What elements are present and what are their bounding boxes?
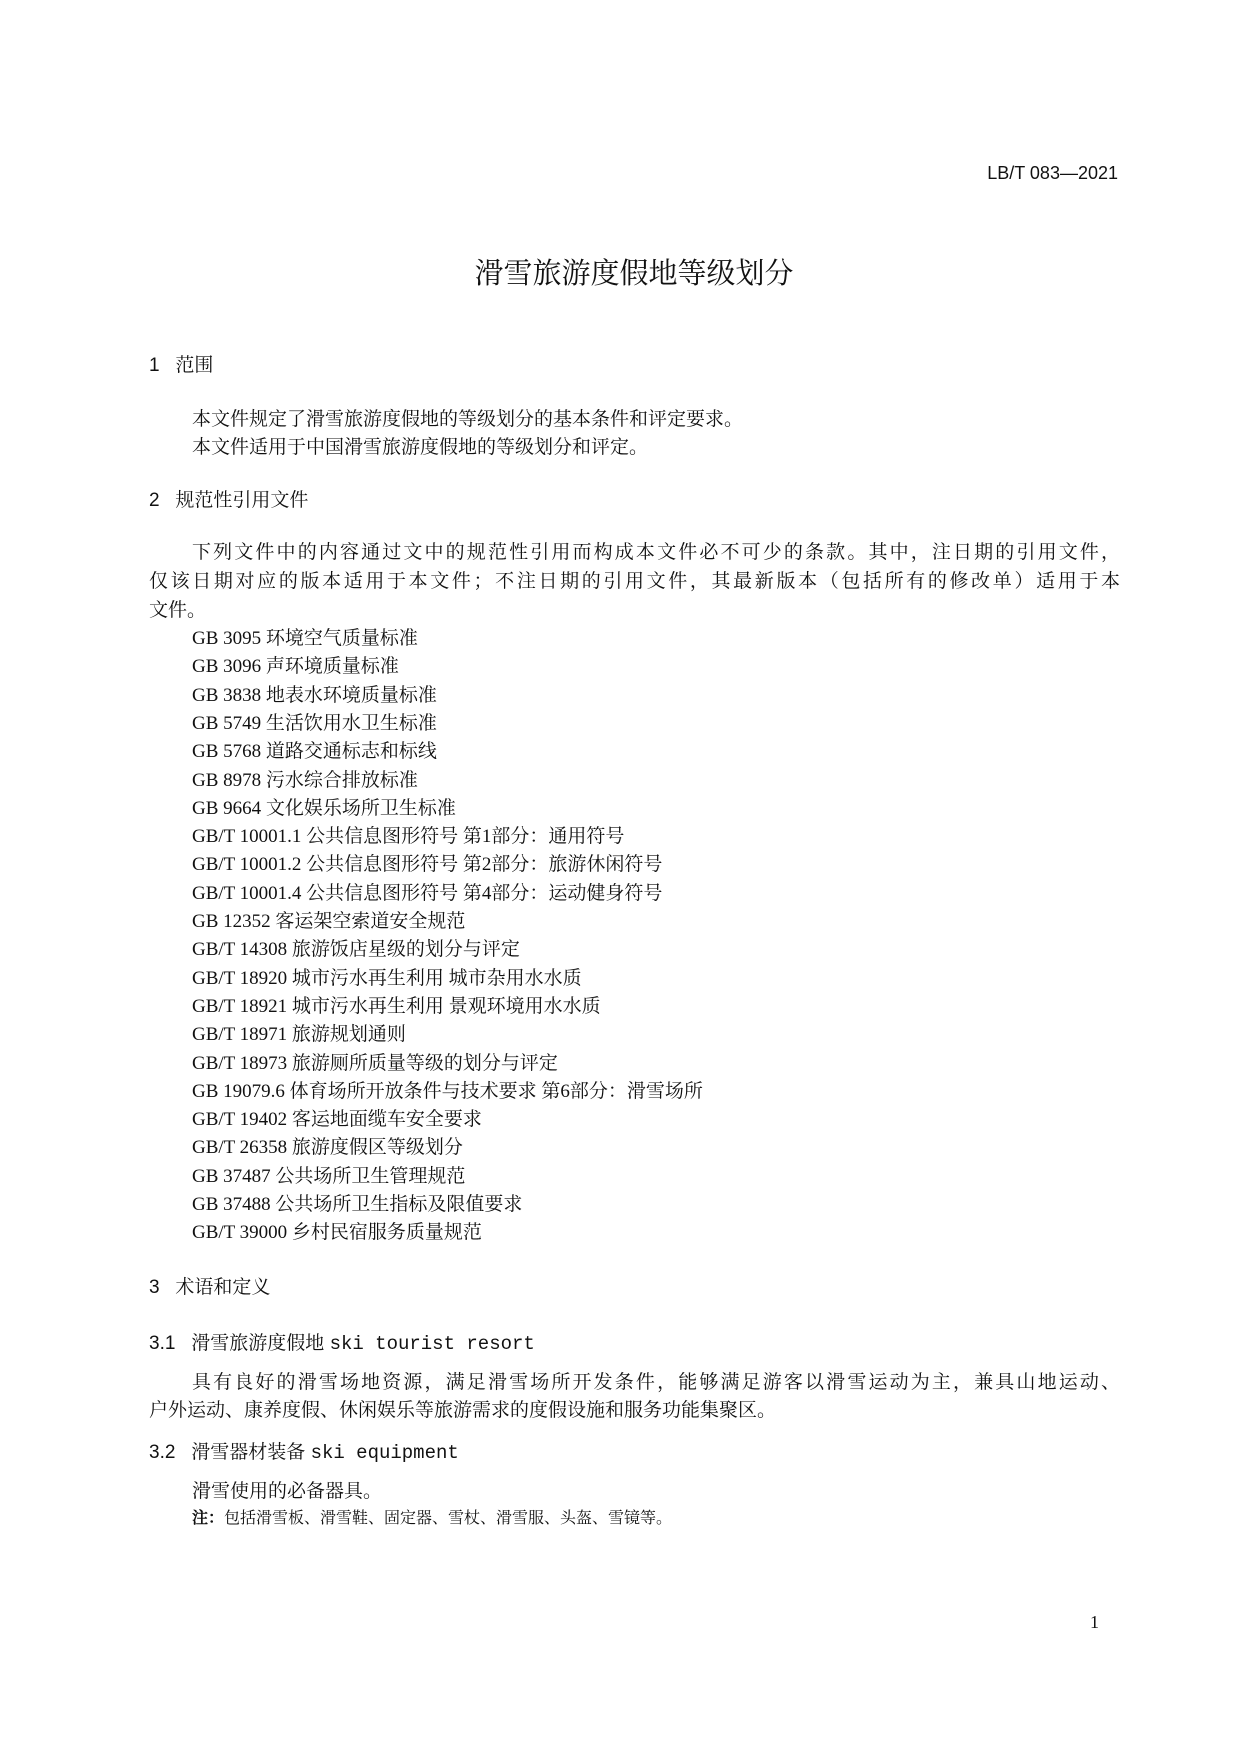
section-title: 规范性引用文件: [175, 490, 309, 511]
section-number: 2: [149, 490, 160, 511]
term-en: ski equipment: [310, 1442, 459, 1464]
document-code: LB/T 083—2021: [987, 163, 1118, 183]
reference-item: GB 3838 地表水环境质量标准: [192, 684, 437, 706]
section-1-heading: [149, 356, 213, 375]
reference-item: GB/T 18973 旅游厕所质量等级的划分与评定: [192, 1052, 558, 1074]
reference-item: GB/T 18971 旅游规划通则: [192, 1024, 406, 1046]
section-2-heading: [149, 491, 308, 510]
reference-item: GB/T 18920 城市污水再生利用 城市杂用水水质: [192, 967, 582, 989]
note: [192, 1511, 672, 1527]
term-3-1-heading: [149, 1334, 535, 1354]
reference-item: GB 19079.6 体育场所开放条件与技术要求 第6部分：滑雪场所: [192, 1080, 703, 1102]
section-number: 1: [149, 355, 160, 376]
definition-line: 具有良好的滑雪场地资源，满足滑雪场所开发条件，能够满足游客以滑雪运动为主，兼具山地运动、: [192, 1372, 1120, 1393]
paragraph-line: 下列文件中的内容通过文中的规范性引用而构成本文件必不可少的条款。其中，注日期的引用文件，: [192, 542, 1120, 563]
note-text: 包括滑雪板、滑雪鞋、固定器、雪杖、滑雪服、头盔、雪镜等。: [224, 1510, 673, 1527]
term-zh: 滑雪器材装备: [191, 1442, 306, 1463]
reference-item: GB 37488 公共场所卫生指标及限值要求: [192, 1194, 523, 1215]
section-title: 范围: [175, 355, 214, 376]
paragraph-line: 仅该日期对应的版本适用于本文件；不注日期的引用文件，其最新版本（包括所有的修改单）适用于本: [149, 571, 1120, 592]
section-3-heading: [149, 1278, 270, 1297]
reference-item: GB/T 39000 乡村民宿服务质量规范: [192, 1222, 482, 1244]
reference-item: GB/T 10001.2 公共信息图形符号 第2部分：旅游休闲符号: [192, 854, 663, 876]
term-zh: 滑雪旅游度假地: [191, 1333, 325, 1354]
reference-item: GB 8978 污水综合排放标准: [192, 769, 418, 791]
reference-item: GB 5768 道路交通标志和标线: [192, 741, 437, 763]
definition-line: 滑雪使用的必备器具。: [192, 1481, 383, 1502]
paragraph: 本文件适用于中国滑雪旅游度假地的等级划分和评定。: [192, 437, 649, 458]
reference-item: GB 5749 生活饮用水卫生标准: [192, 712, 437, 734]
document-title: 滑雪旅游度假地等级划分: [474, 258, 794, 290]
paragraph-line: 文件。: [149, 600, 207, 621]
reference-item: GB/T 26358 旅游度假区等级划分: [192, 1137, 463, 1159]
reference-item: GB/T 14308 旅游饭店星级的划分与评定: [192, 939, 520, 961]
page-number: 1: [1090, 1612, 1099, 1632]
reference-item: GB/T 10001.1 公共信息图形符号 第1部分：通用符号: [192, 826, 625, 848]
term-number: 3.1: [149, 1333, 176, 1354]
section-number: 3: [149, 1277, 160, 1298]
reference-item: GB 12352 客运架空索道安全规范: [192, 911, 466, 932]
reference-item: GB 9664 文化娱乐场所卫生标准: [192, 797, 456, 819]
reference-item: GB/T 18921 城市污水再生利用 景观环境用水水质: [192, 995, 601, 1017]
reference-item: GB 3096 声环境质量标准: [192, 656, 399, 678]
section-title: 术语和定义: [175, 1277, 271, 1298]
reference-item: GB/T 10001.4 公共信息图形符号 第4部分：运动健身符号: [192, 882, 663, 904]
term-3-2-heading: [149, 1443, 459, 1463]
note-label: 注：: [192, 1510, 225, 1527]
term-en: ski tourist resort: [329, 1333, 535, 1355]
paragraph: 本文件规定了滑雪旅游度假地的等级划分的基本条件和评定要求。: [192, 409, 744, 430]
term-number: 3.2: [149, 1442, 176, 1463]
reference-item: GB/T 19402 客运地面缆车安全要求: [192, 1109, 482, 1131]
reference-item: GB 37487 公共场所卫生管理规范: [192, 1165, 466, 1187]
definition-line: 户外运动、康养度假、休闲娱乐等旅游需求的度假设施和服务功能集聚区。: [149, 1400, 777, 1421]
reference-item: GB 3095 环境空气质量标准: [192, 628, 418, 649]
